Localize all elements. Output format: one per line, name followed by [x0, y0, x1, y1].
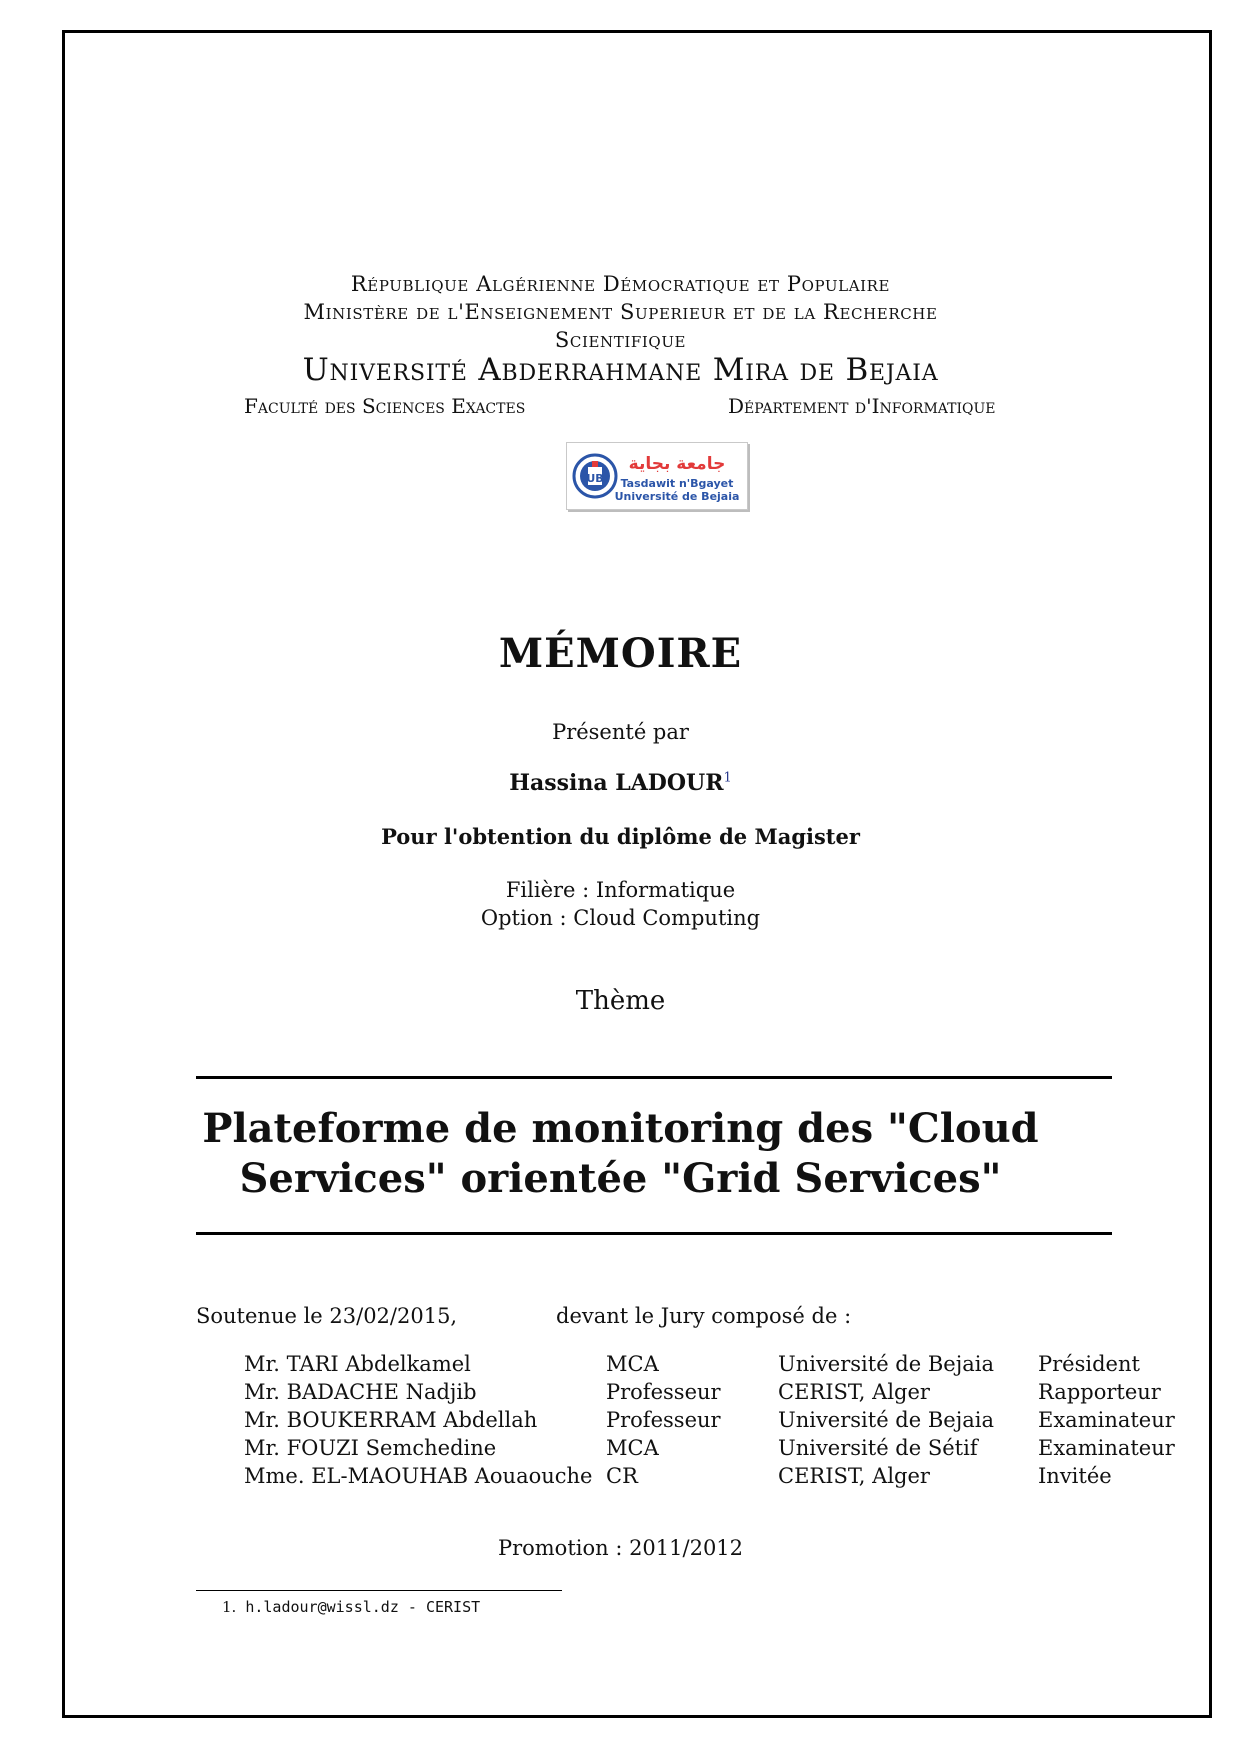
jury-member-grade: Professeur	[606, 1380, 721, 1404]
footnote	[222, 1598, 480, 1616]
thesis-title	[0, 1104, 1241, 1204]
jury-member-grade: MCA	[606, 1436, 659, 1460]
university-name: Université Abderrahmane Mira de Bejaia	[302, 352, 939, 388]
logo-arabic-text: جامعة بجاية	[628, 454, 726, 474]
title-top-rule	[196, 1076, 1112, 1079]
jury-table	[0, 1350, 1241, 1490]
jury-member-name: Mme. EL-MAOUHAB Aouaouche	[244, 1464, 593, 1488]
degree-purpose: Pour l'obtention du diplôme de Magister	[381, 824, 860, 849]
jury-row	[0, 1350, 1241, 1378]
header-ministry-cont: Scientifique	[554, 328, 687, 352]
jury-member-grade: CR	[606, 1464, 638, 1488]
study-details	[0, 876, 1241, 932]
jury-member-institution: CERIST, Alger	[778, 1380, 930, 1404]
header-republic: République Algérienne Démocratique et Populaire	[350, 272, 891, 296]
presented-by: Présenté par	[552, 720, 689, 744]
university-logo	[566, 442, 748, 510]
title-line1: Plateforme de monitoring des "Cloud	[202, 1105, 1039, 1152]
department-name: Département d'Informatique	[728, 394, 996, 418]
title-line2: Services" orientée "Grid Services"	[239, 1155, 1002, 1202]
footnote-text: h.ladour@wissl.dz - CERIST	[245, 1598, 481, 1616]
jury-row	[0, 1434, 1241, 1462]
footnote-ref: 1	[723, 770, 732, 786]
author-name: Hassina LADOUR	[509, 770, 724, 796]
jury-member-role: Invitée	[1038, 1464, 1112, 1488]
footnote-rule	[196, 1590, 562, 1591]
jury-member-institution: Université de Bejaia	[778, 1408, 994, 1432]
faculty-name: Faculté des Sciences Exactes	[244, 394, 526, 418]
jury-member-name: Mr. TARI Abdelkamel	[244, 1352, 471, 1376]
jury-member-name: Mr. BADACHE Nadjib	[244, 1380, 477, 1404]
author-line	[0, 770, 1241, 796]
jury-row	[0, 1378, 1241, 1406]
jury-member-name: Mr. FOUZI Semchedine	[244, 1436, 497, 1460]
filiere-line: Filière : Informatique	[505, 878, 736, 902]
defense-date: Soutenue le 23/02/2015,	[196, 1304, 458, 1328]
promotion: Promotion : 2011/2012	[497, 1536, 744, 1560]
logo-text-line1: Tasdawit n'Bgayet	[620, 477, 734, 490]
option-line: Option : Cloud Computing	[480, 906, 761, 930]
document-type: MÉMOIRE	[498, 630, 743, 677]
jury-member-institution: Université de Bejaia	[778, 1352, 994, 1376]
jury-member-institution: Université de Sétif	[778, 1436, 978, 1460]
jury-member-grade: Professeur	[606, 1408, 721, 1432]
svg-text:UB: UB	[586, 472, 604, 485]
jury-row	[0, 1462, 1241, 1490]
jury-member-grade: MCA	[606, 1352, 659, 1376]
jury-member-role: Examinateur	[1038, 1436, 1175, 1460]
jury-member-role: Président	[1038, 1352, 1140, 1376]
footnote-number: 1.	[222, 1598, 237, 1616]
university-emblem-icon	[567, 443, 747, 509]
jury-member-name: Mr. BOUKERRAM Abdellah	[244, 1408, 538, 1432]
title-bottom-rule	[196, 1232, 1112, 1235]
header-ministry: Ministère de l'Enseignement Superieur et de la Recherche	[303, 300, 938, 324]
jury-member-institution: CERIST, Alger	[778, 1464, 930, 1488]
jury-row	[0, 1406, 1241, 1434]
jury-member-role: Rapporteur	[1038, 1380, 1161, 1404]
jury-member-role: Examinateur	[1038, 1408, 1175, 1432]
jury-intro: devant le Jury composé de :	[556, 1304, 852, 1328]
logo-text-line2: Université de Bejaia	[614, 490, 740, 503]
theme-label: Thème	[575, 986, 666, 1016]
